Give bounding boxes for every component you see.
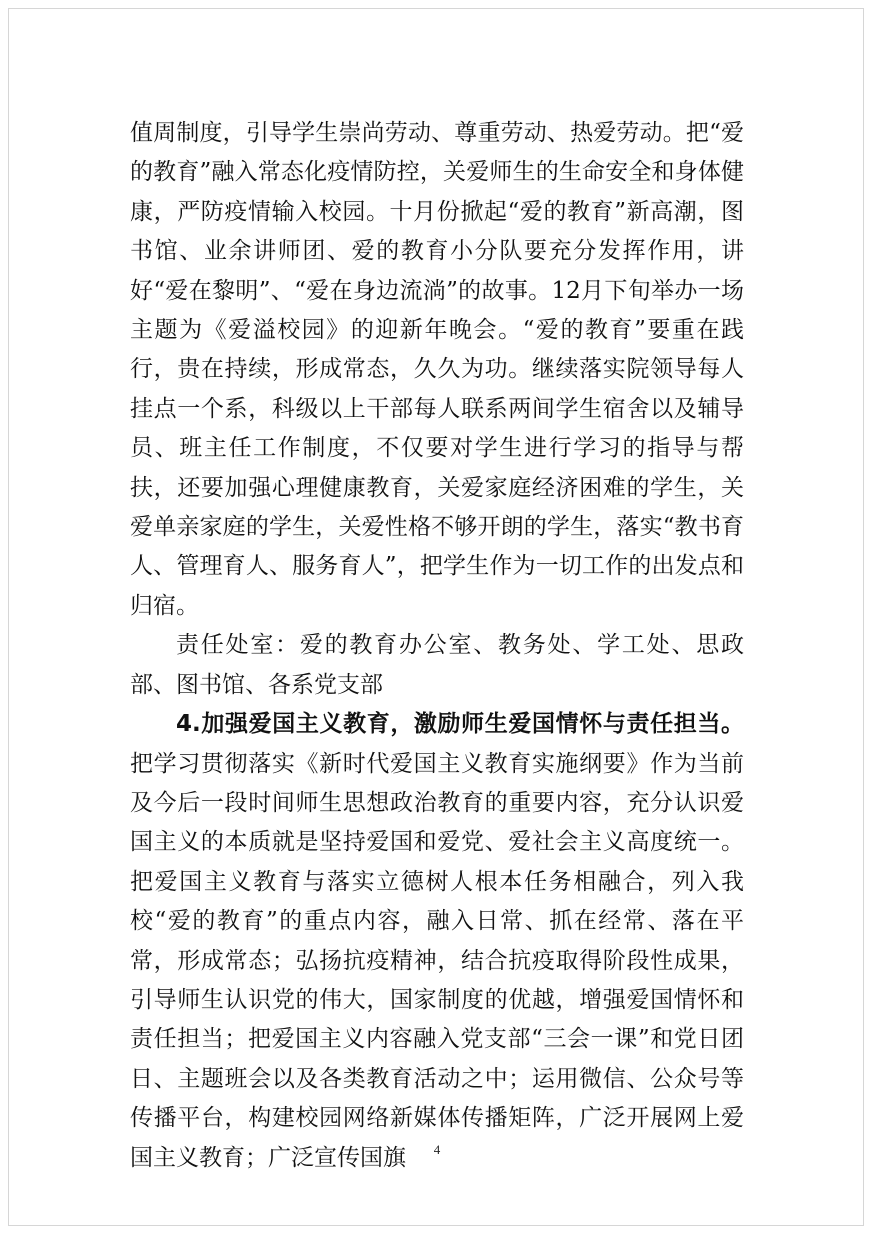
body-text — [130, 114, 744, 1178]
section-heading: 4.加强爱国主义教育，激励师生爱国情怀与责任担当。 — [176, 711, 744, 738]
paragraph-responsibility: 责任处室：爱的教育办公室、教务处、学工处、思政部、图书馆、各系党支部 — [130, 632, 744, 698]
section-body: 把学习贯彻落实《新时代爱国主义教育实施纲要》作为当前及今后一段时间师生思想政治教育的重要内容，充分认识爱国主义的本质就是坚持爱国和爱党、爱社会主义高度统一。把爱国主义教育与落实立德树人根本任务相融合，列入我校“爱的教育”的重点内容，融入日常、抓在经常、落在平常，形成常态；弘扬抗疫精神，结合抗疫取得阶段性成果，引导师生认识党的伟大，国家制度的优越，增强爱国情怀和责任担当；把爱国主义内容融入党支部“三会一课”和党日团日、主题班会以及各类教育活动之中；运用微信、公众号等传播平台，构建校园网络新媒体传播矩阵，广泛开展网上爱国主义教育；广泛宣传国旗 — [130, 750, 744, 1171]
paragraph-patriotism — [130, 705, 744, 1178]
paragraph-continuation: 值周制度，引导学生崇尚劳动、尊重劳动、热爱劳动。把“爱的教育”融入常态化疫情防控，关爱师生的生命安全和身体健康，严防疫情输入校园。十月份掀起“爱的教育”新高潮，图书馆、业余讲师团、爱的教育小分队要充分发挥作用，讲好“爱在黎明”、“爱在身边流淌”的故事。12月下旬举办一场主题为《爱溢校园》的迎新年晚会。“爱的教育”要重在践行，贵在持续，形成常态，久久为功。继续落实院领导每人挂点一个系，科级以上干部每人联系两间学生宿舍以及辅导员、班主任工作制度，不仅要对学生进行学习的指导与帮扶，还要加强心理健康教育，关爱家庭经济困难的学生，关爱单亲家庭的学生，关爱性格不够开朗的学生，落实“教书育人、管理育人、服务育人”，把学生作为一切工作的出发点和归宿。 — [130, 120, 744, 619]
page-number: 4 — [433, 1142, 441, 1157]
